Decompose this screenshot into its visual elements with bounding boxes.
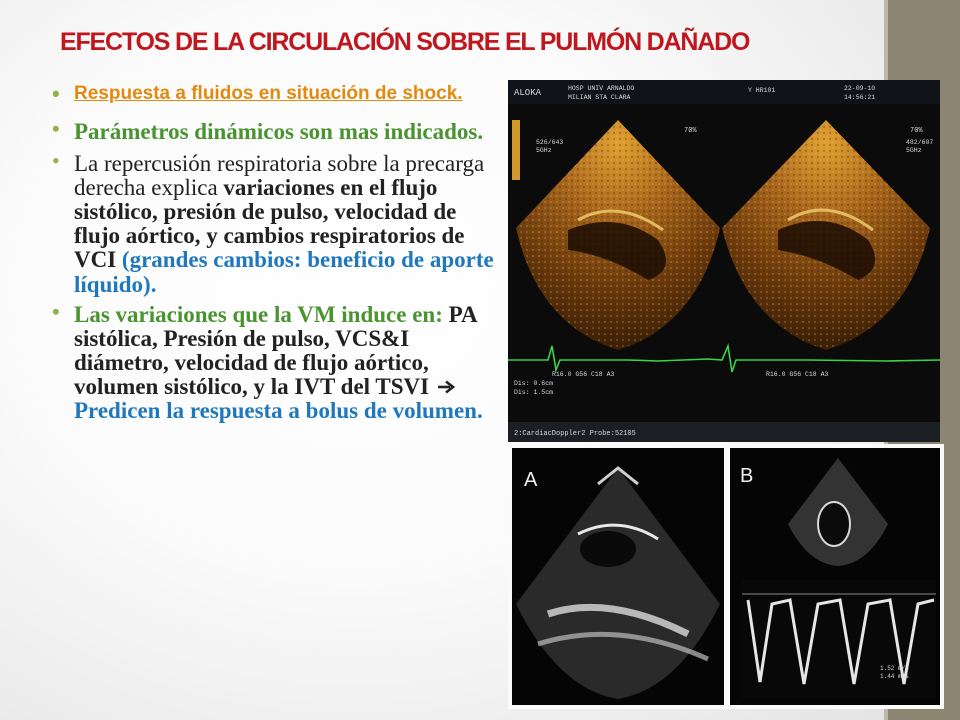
measurement-2: Dis: 1.5cm [514,389,554,396]
bullet-dot-icon: • [52,81,60,106]
gain-right: 70% [910,127,923,135]
measurement-1: Dis: 0.6cm [514,380,554,387]
bullet-fluid-response [50,82,505,106]
bottom-status-bar: 2:CardiacDoppler2 Probe:52105 [514,430,636,438]
frame-right-2: 5GHz [906,147,922,154]
settings-right: R16.0 G56 C18 A3 [766,371,829,378]
bullet-dot-icon: • [52,115,60,141]
ecg-trace [508,346,940,372]
hospital-line-2: MILIAN STA CLARA [568,94,631,101]
gain-left: 70% [684,127,697,135]
bullet-text-lead: Las variaciones que la VM induce en: [74,301,449,327]
color-scale-bar [512,120,520,180]
bullet-list [50,82,505,423]
brand-label: ALOKA [514,88,542,98]
doppler-measure-1: 1.52 m/s [880,665,909,672]
bullet-respiratory-impact [50,147,505,297]
settings-left: R16.0 G56 C18 A3 [552,371,615,378]
exam-time: 14:56:21 [844,94,876,101]
bullet-text: La repercusión respiratoria sobre la precarga derecha explica [74,150,485,201]
panel-b-label: B [740,465,754,487]
hospital-line-1: HOSP UNIV ARNALDO [568,85,635,92]
doppler-measure-2: 1.44 m/s [880,673,909,680]
bullet-text-highlight: Predicen la respuesta a bolus de volumen. [74,398,483,424]
bullet-text-bold: variaciones en el flujo sistólico, presión de pulso, velocidad de flujo aórtico, y cambios respiratorios de VCI [74,175,465,273]
right-arrow-icon [437,375,455,399]
echocardiogram-bottom-image [508,444,944,709]
panel-a-label: A [524,469,538,491]
exam-date: 22-09-10 [844,85,876,92]
frame-right-1: 482/607 [906,139,934,146]
bullet-text-bold: PA sistólica, Presión de pulso, VCS&I diámetro, velocidad de flujo aórtico, volumen sistólico, y la IVT del TSVI [74,301,477,400]
bullet-text-highlight: (grandes cambios: beneficio de aporte líquido). [74,247,494,297]
echocardiogram-top-image [508,80,940,442]
bullet-text: Parámetros dinámicos son mas indicados. [74,118,484,144]
bullet-dot-icon: • [52,298,60,324]
bullet-dynamic-params [50,115,505,144]
exam-id: Y HR101 [748,87,776,94]
frame-left-2: 5GHz [536,147,552,154]
frame-left-1: 526/643 [536,139,564,146]
bullet-text: Respuesta a fluidos en situación de shock. [74,83,463,104]
bullet-dot-icon: • [52,147,60,173]
slide-title: EFECTOS DE LA CIRCULACIÓN SOBRE EL PULMÓN DAÑADO [60,28,750,56]
bullet-vm-variations [50,298,505,424]
doppler-spectrum [742,580,936,698]
